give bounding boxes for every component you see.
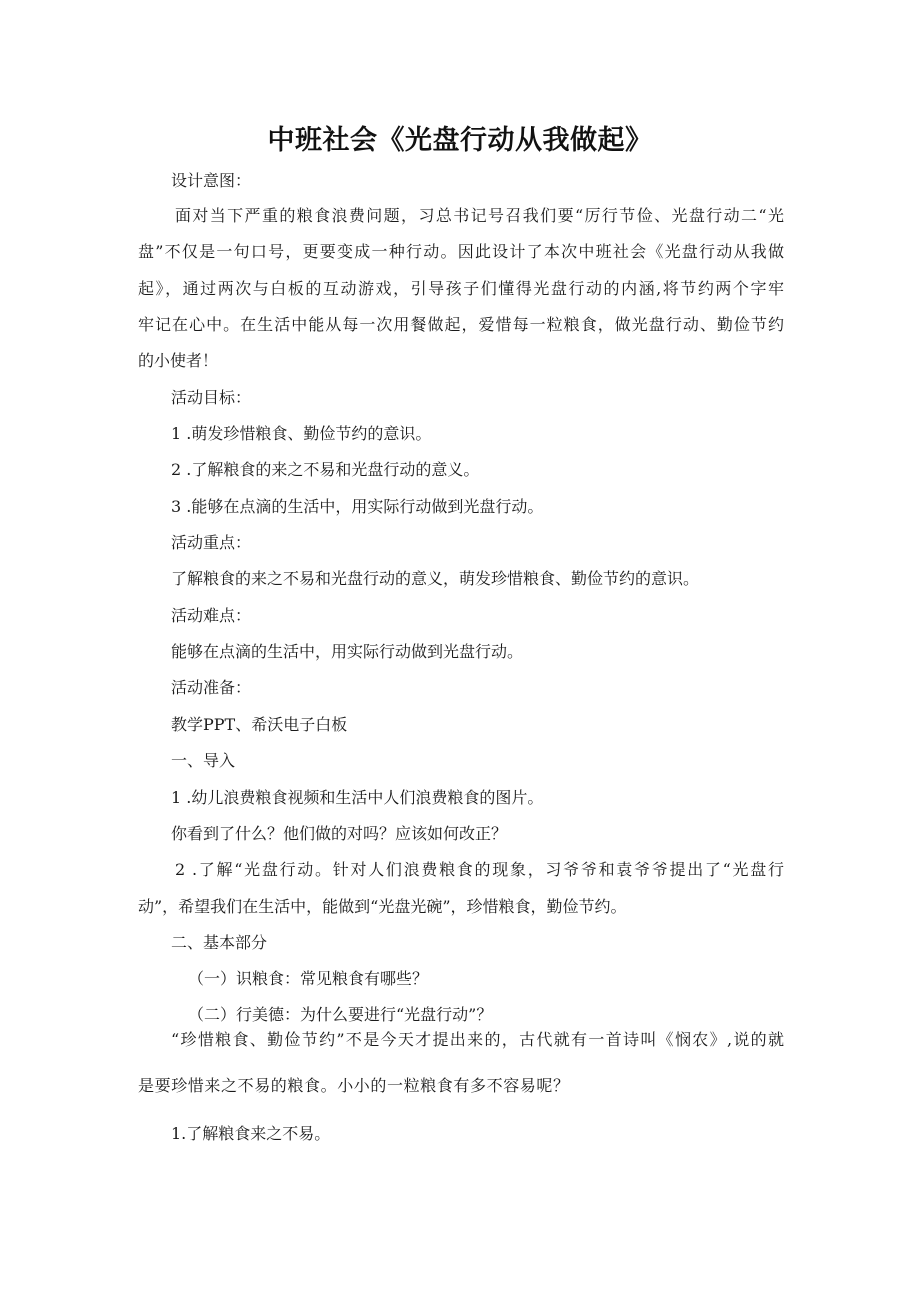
- section-1-question: 你看到了什么？他们做的对吗？应该如何改正？: [171, 824, 508, 843]
- difficulty-heading: 活动难点：: [171, 606, 252, 625]
- section-2-heading: 二、基本部分: [171, 933, 268, 952]
- section-2-para-line-2: 是要珍惜来之不易的粮食。小小的一粒粮食有多不容易呢？: [138, 1076, 570, 1095]
- key-point-heading: 活动重点：: [171, 533, 252, 552]
- difficulty-text: 能够在点滴的生活中，用实际行动做到光盘行动。: [171, 642, 524, 661]
- section-1-item-2-line-1: 2 .了解“光盘行动。针对人们浪费粮食的现象，习爷爷和袁爷爷提出了“光盘行: [175, 860, 784, 879]
- section-2-sub-2: （二）行美德：为什么要进行“光盘行动”？: [188, 1005, 493, 1024]
- goals-heading: 活动目标：: [171, 388, 252, 407]
- design-intent-line-1: 面对当下严重的粮食浪费问题，习总书记号召我们要“厉行节俭、光盘行动二“光: [175, 206, 784, 225]
- goal-item-3: 3 .能够在点滴的生活中，用实际行动做到光盘行动。: [171, 497, 544, 516]
- design-intent-line-3: 起》，通过两次与白板的互动游戏，引导孩子们懂得光盘行动的内涵,将节约两个字牢: [138, 279, 784, 298]
- section-1-item-2-line-2: 动”，希望我们在生活中，能做到“光盘光碗”，珍惜粮食，勤俭节约。: [138, 897, 627, 916]
- design-intent-line-5: 的小使者！: [138, 351, 219, 370]
- goal-item-2: 2 .了解粮食的来之不易和光盘行动的意义。: [171, 460, 480, 479]
- section-1-item-1: 1 .幼儿浪费粮食视频和生活中人们浪费粮食的图片。: [171, 788, 544, 807]
- design-intent-heading: 设计意图：: [171, 171, 252, 190]
- design-intent-line-4: 牢记在心中。在生活中能从每一次用餐做起，爱惜每一粒粮食，做光盘行动、勤俭节约: [138, 315, 784, 334]
- design-intent-line-2: 盘”不仅是一句口号，更要变成一种行动。因此设计了本次中班社会《光盘行动从我做: [138, 242, 784, 261]
- section-1-heading: 一、导入: [171, 751, 236, 770]
- key-point-text: 了解粮食的来之不易和光盘行动的意义，萌发珍惜粮食、勤俭节约的意识。: [171, 569, 700, 588]
- document-title: 中班社会《光盘行动从我做起》: [267, 125, 653, 156]
- preparation-heading: 活动准备：: [171, 678, 252, 697]
- section-2-sub-1: （一）识粮食：常见粮食有哪些？: [188, 969, 429, 988]
- section-2-para-line-1: “珍惜粮食、勤俭节约”不是今天才提出来的，古代就有一首诗叫《悯农》,说的就: [171, 1030, 784, 1049]
- section-2-item-1: 1.了解粮食来之不易。: [171, 1124, 331, 1143]
- preparation-text: 教学PPT、希沃电子白板: [171, 715, 348, 734]
- goal-item-1: 1 .萌发珍惜粮食、勤俭节约的意识。: [171, 424, 432, 443]
